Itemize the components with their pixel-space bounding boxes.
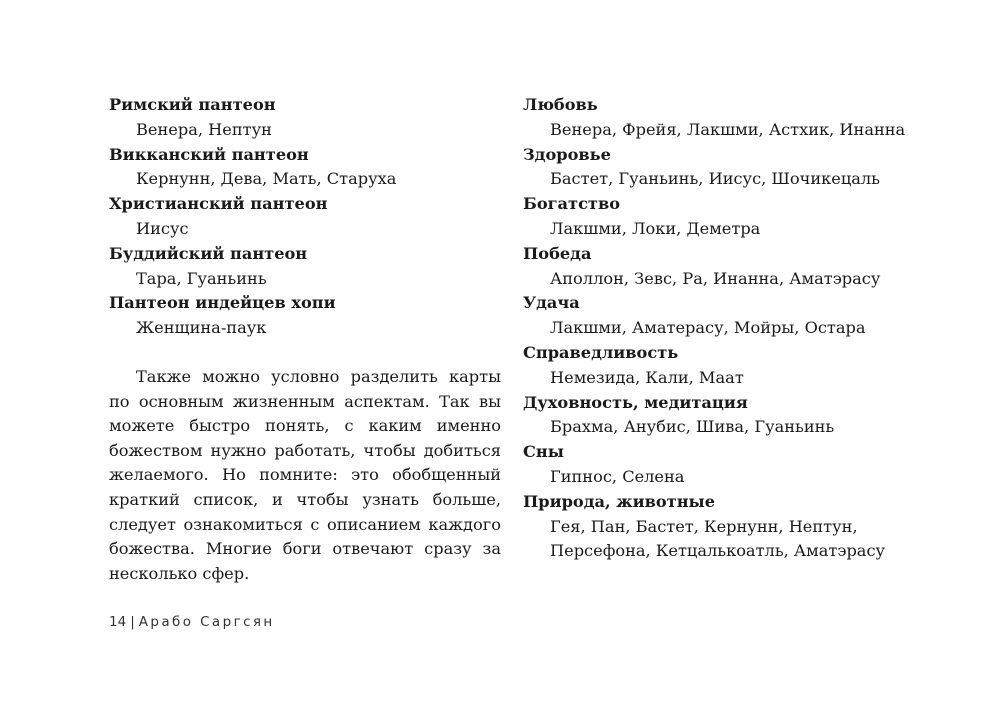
aspect-heading-spirituality: Духовность, медитация: [523, 392, 748, 412]
aspect-deities-love: Венера, Фрейя, Лакшми, Астхик, Инанна: [550, 119, 906, 139]
pantheon-heading-christian: Христианский пантеон: [109, 194, 328, 214]
pantheon-deities-hopi: Женщина-паук: [136, 318, 267, 338]
aspect-heading-luck: Удача: [523, 293, 580, 313]
aspect-deities-health: Бастет, Гуаньинь, Иисус, Шочикецаль: [550, 169, 880, 189]
left-column: [109, 93, 501, 603]
page-footer: [109, 614, 275, 630]
pantheon-heading-wiccan: Викканский пантеон: [109, 144, 309, 164]
pantheon-deities-christian: Иисус: [136, 218, 189, 238]
body-paragraph: Также можно условно разделить карты по основным жизненным аспектам. Так вы можете быстро понять, с каким именно божеством нужно работать, чтобы добиться желаемого. Но помните: это обобщенный краткий список, и чтобы узнать больше, следует ознакомиться с описанием каждого божества. Многие боги отвечают сразу за несколько сфер.: [109, 366, 501, 583]
aspect-deities-nature-continued: Персефона, Кетцалькоатль, Аматэрасу: [550, 541, 886, 561]
aspect-deities-luck: Лакшми, Аматерасу, Мойры, Остара: [550, 318, 866, 338]
pantheon-deities-wiccan: Кернунн, Дева, Мать, Старуха: [136, 169, 397, 189]
pantheon-heading-roman: Римский пантеон: [109, 95, 276, 114]
pantheon-deities-buddhist: Тара, Гуаньинь: [136, 268, 267, 288]
pantheon-heading-buddhist: Буддийский пантеон: [109, 243, 308, 263]
aspect-deities-dreams: Гипнос, Селена: [550, 466, 685, 486]
pantheon-heading-hopi: Пантеон индейцев хопи: [109, 293, 336, 313]
aspect-deities-wealth: Лакшми, Локи, Деметра: [550, 218, 761, 238]
aspect-heading-dreams: Сны: [523, 442, 564, 462]
aspect-heading-love: Любовь: [523, 95, 598, 114]
aspect-deities-spirituality: Брахма, Анубис, Шива, Гуаньинь: [550, 417, 835, 437]
footer-author: Арабо Саргсян: [138, 614, 275, 630]
page-number: 14: [109, 614, 127, 630]
aspect-deities-nature: Гея, Пан, Бастет, Кернунн, Нептун,: [550, 516, 858, 536]
aspect-deities-victory: Аполлон, Зевс, Ра, Инанна, Аматэрасу: [550, 268, 881, 288]
aspect-heading-health: Здоровье: [523, 144, 611, 164]
aspect-heading-wealth: Богатство: [523, 194, 620, 214]
aspect-deities-justice: Немезида, Кали, Маат: [550, 367, 744, 387]
footer-separator: |: [130, 614, 135, 630]
aspect-heading-justice: Справедливость: [523, 342, 679, 362]
pantheon-deities-roman: Венера, Нептун: [136, 119, 272, 139]
right-column: [523, 93, 923, 564]
aspect-heading-nature: Природа, животные: [523, 491, 716, 511]
aspect-heading-victory: Победа: [523, 243, 592, 263]
